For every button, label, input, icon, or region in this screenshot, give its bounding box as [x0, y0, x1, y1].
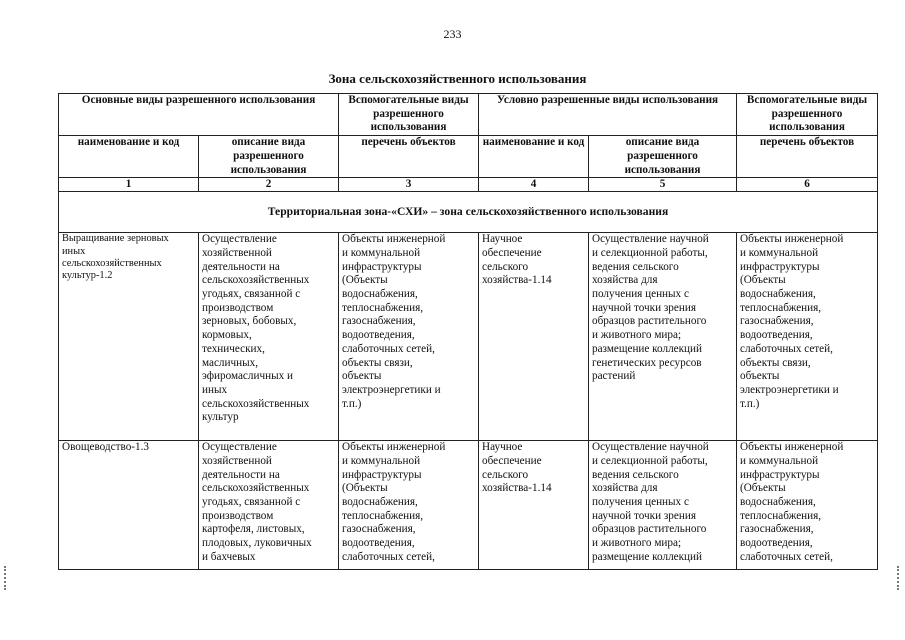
use-name-code: Овощеводство-1.3	[59, 441, 199, 570]
right-scan-mark	[897, 566, 902, 590]
column-number: 4	[479, 178, 589, 192]
column-number: 1	[59, 178, 199, 192]
zone-heading-row	[59, 192, 878, 233]
column-number-row	[59, 178, 878, 192]
header-auxiliary-uses: Вспомогательные виды разрешенного использования	[339, 94, 479, 136]
column-number: 3	[339, 178, 479, 192]
use-description: Осуществление хозяйственной деятельности на сельскохозяйственных угодьях, связанной с производством зерновых, бобовых, кормовых, технических, масличных, эфиромасличных и иных сельскохозяйственных культур	[199, 233, 339, 441]
column-number: 6	[737, 178, 878, 192]
zone-heading: Территориальная зона-«СХИ» – зона сельскохозяйственного использования	[59, 192, 878, 233]
object-list: Объекты инженерной и коммунальной инфраструктуры (Объекты водоснабжения, теплоснабжения, газоснабжения, водоотведения, слаботочных сетей, объекты связи, объекты электроэнергетики и т.п.)	[339, 233, 479, 441]
conditional-use-description: Осуществление научной и селекционной работы, ведения сельского хозяйства для получения ценных с научной точки зрения образцов растительного и животного мира; размещение коллекций генетических ресурсов растений	[589, 233, 737, 441]
conditional-use-name-code: Научное обеспечение сельского хозяйства-1.14	[479, 441, 589, 570]
column-number: 2	[199, 178, 339, 192]
table-row	[59, 441, 878, 570]
subheader-object-list-conditional: перечень объектов	[737, 136, 878, 178]
conditional-object-list: Объекты инженерной и коммунальной инфраструктуры (Объекты водоснабжения, теплоснабжения, газоснабжения, водоотведения, слаботочных сетей, объекты связи, объекты электроэнергетики и т.п.)	[737, 233, 878, 441]
header-auxiliary-uses-conditional: Вспомогательные виды разрешенного использования	[737, 94, 878, 136]
land-use-table	[58, 93, 878, 570]
subheader-name-code: наименование и код	[59, 136, 199, 178]
conditional-use-description: Осуществление научной и селекционной работы, ведения сельского хозяйства для получения ценных с научной точки зрения образцов растительного и животного мира; размещение коллекций	[589, 441, 737, 570]
left-scan-mark	[4, 566, 9, 590]
object-list: Объекты инженерной и коммунальной инфраструктуры (Объекты водоснабжения, теплоснабжения, газоснабжения, водоотведения, слаботочных сетей,	[339, 441, 479, 570]
use-description: Осуществление хозяйственной деятельности на сельскохозяйственных угодьях, связанной с производством картофеля, листовых, плодовых, луковичных и бахчевых	[199, 441, 339, 570]
header-main-uses: Основные виды разрешенного использования	[59, 94, 339, 136]
header-conditional-uses: Условно разрешенные виды использования	[479, 94, 737, 136]
conditional-object-list: Объекты инженерной и коммунальной инфраструктуры (Объекты водоснабжения, теплоснабжения, газоснабжения, водоотведения, слаботочных сетей,	[737, 441, 878, 570]
page-number: 233	[443, 27, 462, 41]
use-name-code: Выращивание зерновых иных сельскохозяйственных культур-1.2	[59, 233, 199, 441]
table-row	[59, 233, 878, 441]
subheader-description: описание вида разрешенного использования	[199, 136, 339, 178]
document-title: Зона сельскохозяйственного использования	[328, 71, 587, 86]
subheader-name-code-conditional: наименование и код	[479, 136, 589, 178]
subheader-object-list: перечень объектов	[339, 136, 479, 178]
header-sub-row	[59, 136, 878, 178]
column-number: 5	[589, 178, 737, 192]
subheader-description-conditional: описание вида разрешенного использования	[589, 136, 737, 178]
conditional-use-name-code: Научное обеспечение сельского хозяйства-1.14	[479, 233, 589, 441]
header-group-row	[59, 94, 878, 136]
